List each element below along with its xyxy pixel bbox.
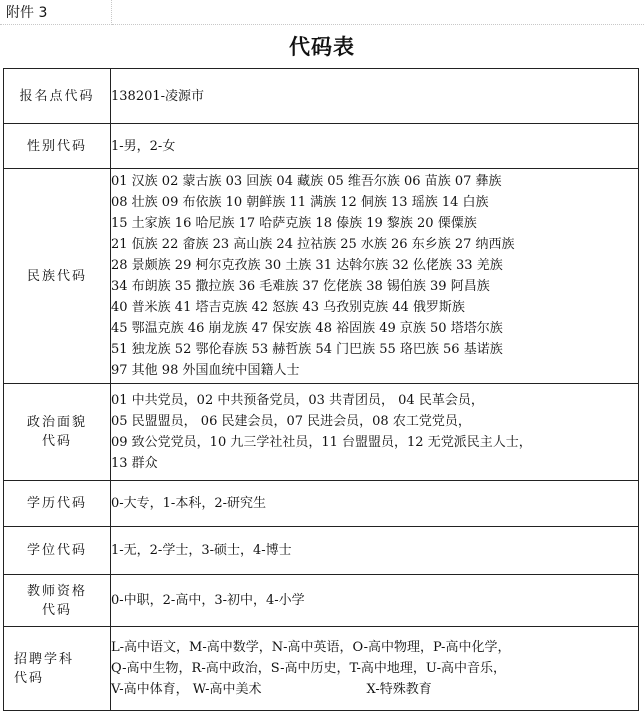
row-label-teacher-cert [4, 575, 111, 627]
table-row-subject [4, 627, 639, 711]
row-label-ethnicity: 民族代码 [4, 169, 111, 384]
table-row-degree [4, 527, 639, 575]
row-value-teacher-cert [111, 575, 639, 627]
value-line: 05 民盟盟员， 06 民建会员，07 民进会员，08 农工党党员， [111, 414, 471, 429]
row-label-education: 学历代码 [4, 481, 111, 527]
row-label-degree: 学位代码 [4, 527, 111, 575]
row-label-gender: 性别代码 [4, 124, 111, 169]
value-segment: V-高中体育， W-高中美术 [111, 682, 262, 697]
attachment-label: 附件 3 [0, 0, 112, 25]
table-row-education [4, 481, 639, 527]
table-row-gender [4, 124, 639, 169]
row-value-gender [111, 124, 639, 169]
table-row-teacher-cert [4, 575, 639, 627]
value-line: 97 其他 98 外国血统中国籍人士 [111, 363, 300, 378]
value-segment: X-特殊教育 [366, 682, 432, 697]
label-line: 代码 [41, 602, 72, 618]
value-line: 138201-凌源市 [111, 88, 205, 104]
row-value-ethnicity [111, 169, 639, 384]
label-line: 代码 [41, 434, 72, 449]
table-row-political [4, 384, 639, 481]
row-label-political [4, 384, 111, 481]
value-line: 13 群众 [111, 456, 158, 471]
empty-header-cell [112, 0, 644, 25]
row-label-subject [4, 627, 111, 711]
value-line: 40 普米族 41 塔吉克族 42 怒族 43 乌孜别克族 44 俄罗斯族 [111, 300, 465, 315]
value-line: 34 布朗族 35 撒拉族 36 毛难族 37 仡佬族 38 锡伯族 39 阿昌族 [111, 279, 490, 294]
table-row-ethnicity [4, 169, 639, 384]
row-value-degree [111, 527, 639, 575]
value-line: Q-高中生物，R-高中政治，S-高中历史，T-高中地理，U-高中音乐， [111, 661, 506, 676]
row-value-subject [111, 627, 639, 711]
row-value-education [111, 481, 639, 527]
label-line: 政治面貌 [26, 415, 87, 430]
value-line: 28 景颇族 29 柯尔克孜族 30 土族 31 达斡尔族 32 仫佬族 33 羌族 [111, 258, 503, 273]
value-line: 0-大专，1-本科，2-研究生 [111, 496, 266, 511]
value-line: 15 土家族 16 哈尼族 17 哈萨克族 18 傣族 19 黎族 20 傈僳族 [111, 216, 477, 231]
value-line: 08 壮族 09 布依族 10 朝鲜族 11 满族 12 侗族 13 瑶族 14 白族 [111, 195, 489, 210]
value-line: 45 鄂温克族 46 崩龙族 47 保安族 48 裕固族 49 京族 50 塔塔尔族 [111, 321, 503, 336]
row-label-site: 报名点代码 [4, 69, 111, 124]
value-line-last [111, 679, 638, 700]
value-line: 0-中职，2-高中，3-初中，4-小学 [111, 593, 305, 608]
value-line: 01 汉族 02 蒙古族 03 回族 04 藏族 05 维吾尔族 06 苗族 07 彝族 [111, 174, 502, 189]
label-line: 教师资格 [26, 583, 87, 599]
value-line: 1-无，2-学士，3-硕士，4-博士 [111, 543, 292, 558]
value-line: 01 中共党员，02 中共预备党员，03 共青团员， 04 民革会员， [111, 393, 484, 408]
value-line: 51 独龙族 52 鄂伦春族 53 赫哲族 54 门巴族 55 珞巴族 56 基诺族 [111, 342, 503, 357]
label-line: 招聘学科 [14, 651, 75, 667]
row-value-site [111, 69, 639, 124]
table-row-site [4, 69, 639, 124]
page-title: 代码表 [289, 35, 355, 59]
spreadsheet-header-row [0, 0, 644, 26]
value-line: 21 佤族 22 畲族 23 高山族 24 拉祜族 25 水族 26 东乡族 27 纳西族 [111, 237, 515, 252]
label-line: 代码 [14, 670, 45, 686]
code-table [3, 68, 639, 711]
row-value-political [111, 384, 639, 481]
value-line: 09 致公党党员，10 九三学社社员，11 台盟盟员，12 无党派民主人士， [111, 435, 532, 450]
value-line: 1-男，2-女 [111, 138, 176, 154]
value-line: L-高中语文，M-高中数学，N-高中英语，O-高中物理，P-高中化学， [111, 640, 511, 655]
